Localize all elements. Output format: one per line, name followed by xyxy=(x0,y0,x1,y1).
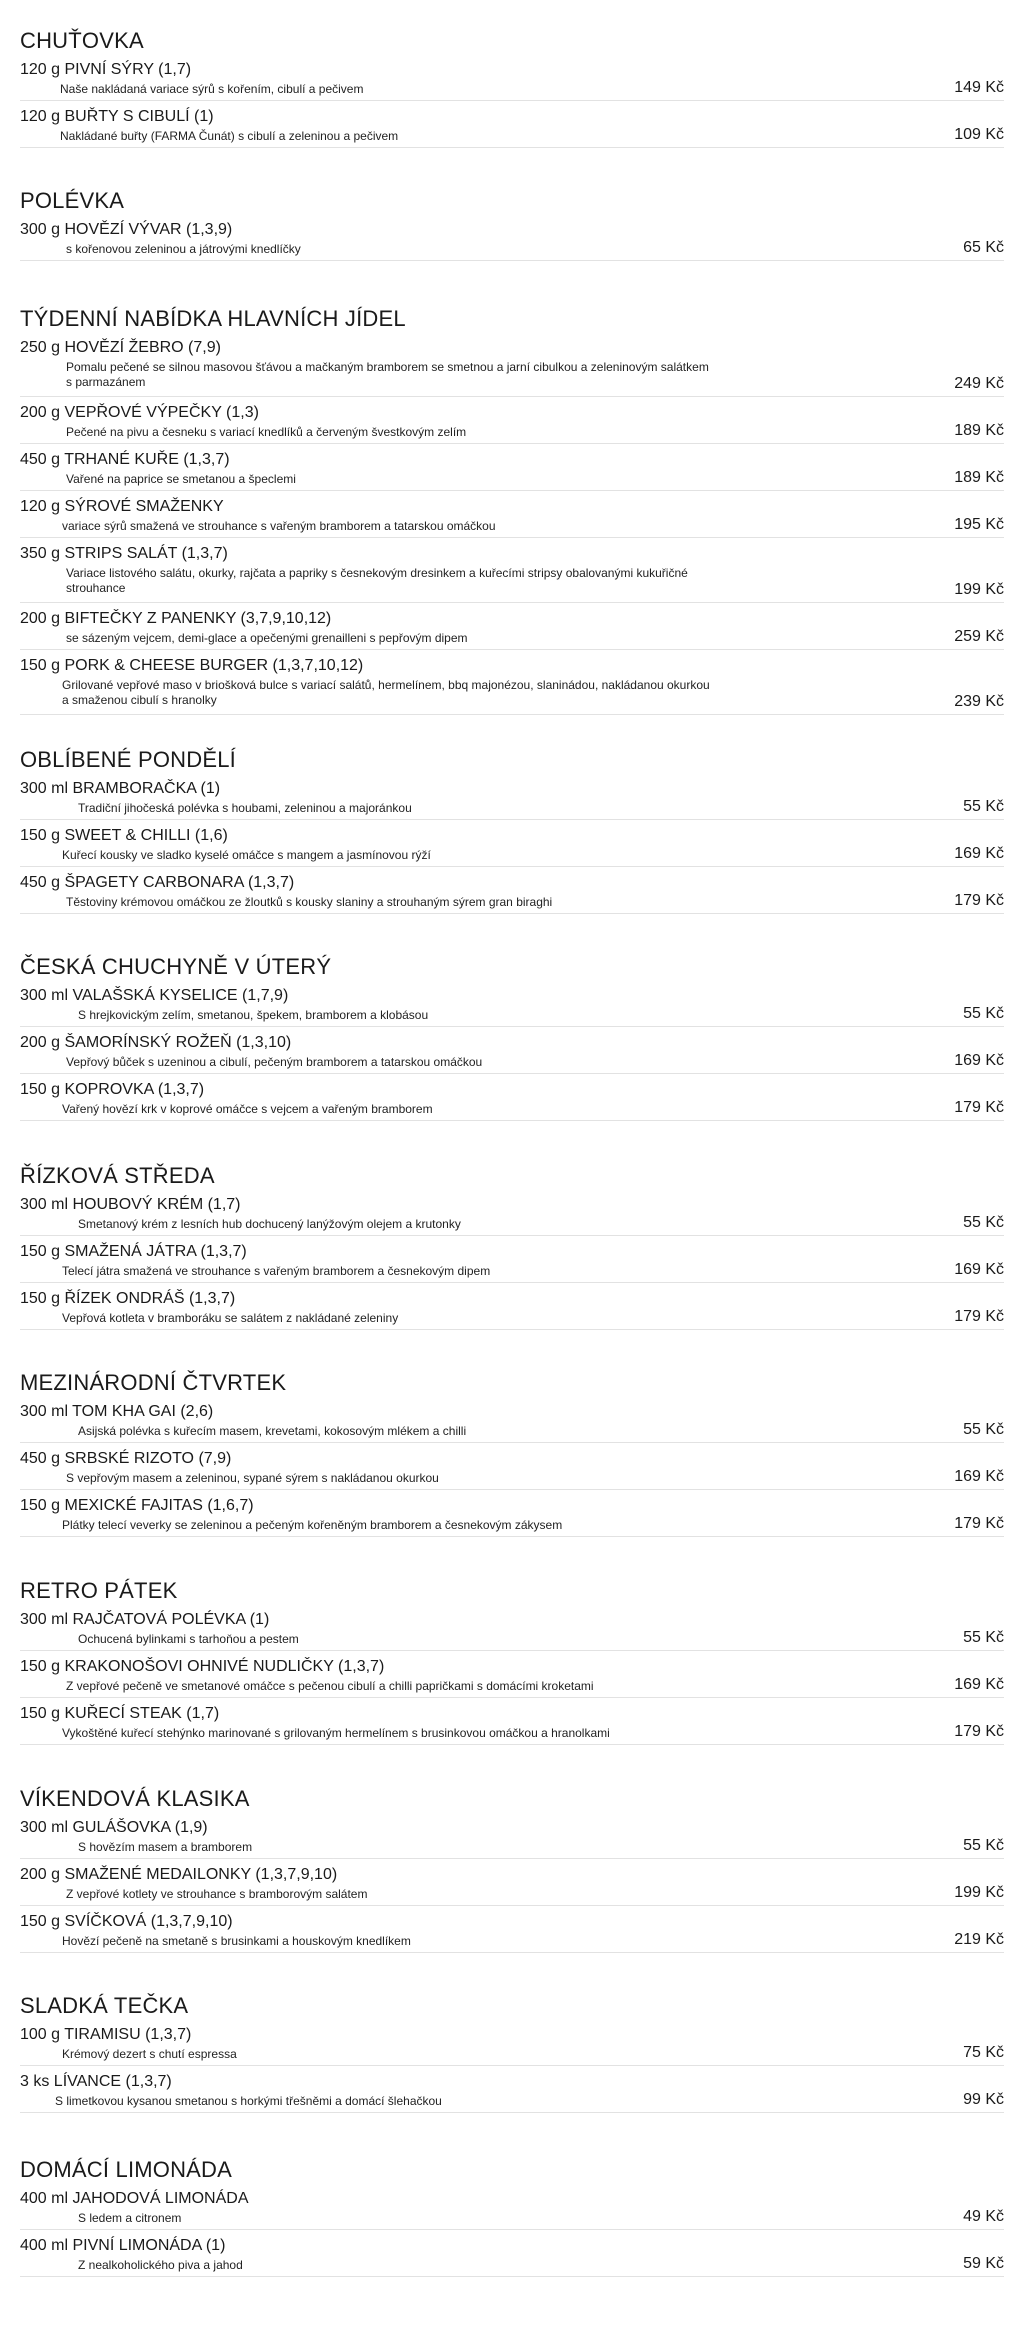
item-description: Vepřový bůček s uzeninou a cibulí, pečeným bramborem a tatarskou omáčkou xyxy=(66,1055,483,1069)
menu-item xyxy=(20,656,1004,715)
item-name: 150 g KOPROVKA (1,3,7) xyxy=(20,1081,205,1098)
item-price: 169 Kč xyxy=(954,1261,1004,1278)
item-name: 300 ml VALAŠSKÁ KYSELICE (1,7,9) xyxy=(20,987,289,1004)
item-description: Ochucená bylinkami s tarhoňou a pestem xyxy=(78,1632,299,1646)
item-description: Telecí játra smažená ve strouhance s vařeným bramborem a česnekovým dipem xyxy=(62,1264,491,1278)
item-name: 120 g SÝROVÉ SMAŽENKY xyxy=(20,498,224,515)
item-price: 169 Kč xyxy=(954,845,1004,862)
item-price: 179 Kč xyxy=(954,1515,1004,1532)
menu-item xyxy=(20,826,1004,867)
item-price: 55 Kč xyxy=(963,798,1004,815)
item-description: se sázeným vejcem, demi-glace a opečenými grenailleni s pepřovým dipem xyxy=(66,631,468,645)
item-name: 300 ml RAJČATOVÁ POLÉVKA (1) xyxy=(20,1611,270,1628)
item-name: 200 g SMAŽENÉ MEDAILONKY (1,3,7,9,10) xyxy=(20,1866,338,1883)
item-price: 65 Kč xyxy=(963,239,1004,256)
item-description: Asijská polévka s kuřecím masem, krevetami, kokosovým mlékem a chilli xyxy=(78,1424,467,1438)
item-description: S hovězím masem a bramborem xyxy=(78,1840,253,1854)
section-title: ČESKÁ CHUCHYNĚ V ÚTERÝ xyxy=(20,954,332,979)
item-price: 179 Kč xyxy=(954,1099,1004,1116)
menu-section xyxy=(20,2155,1004,2277)
menu-item xyxy=(20,2025,1004,2066)
section-title: CHUŤOVKA xyxy=(20,28,144,53)
item-name: 150 g ŘÍZEK ONDRÁŠ (1,3,7) xyxy=(20,1290,236,1307)
menu-item xyxy=(20,544,1004,603)
menu-item xyxy=(20,2236,1004,2277)
item-price: 249 Kč xyxy=(954,375,1004,392)
item-description: Krémový dezert s chutí espressa xyxy=(62,2047,237,2061)
menu-item xyxy=(20,1402,1004,1443)
item-name: 350 g STRIPS SALÁT (1,3,7) xyxy=(20,545,228,562)
menu-item xyxy=(20,1610,1004,1651)
item-name: 450 g ŠPAGETY CARBONARA (1,3,7) xyxy=(20,874,295,891)
item-price: 169 Kč xyxy=(954,1052,1004,1069)
menu-item xyxy=(20,873,1004,914)
item-name: 250 g HOVĚZÍ ŽEBRO (7,9) xyxy=(20,339,221,356)
item-description: Grilované vepřové maso v briošková bulce s variací salátů, hermelínem, bbq majonézou, slaninádou, nakládanou okurkou a smaženou cibulí s hranolky xyxy=(62,678,710,707)
item-description: S limetkovou kysanou smetanou s horkými třešněmi a domácí šlehačkou xyxy=(55,2094,442,2108)
item-description: S vepřovým masem a zeleninou, sypané sýrem s nakládanou okurkou xyxy=(66,1471,439,1485)
menu-section xyxy=(20,1368,1004,1537)
menu-item xyxy=(20,2189,1004,2230)
menu-item xyxy=(20,609,1004,650)
item-name: 300 ml BRAMBORAČKA (1) xyxy=(20,780,221,797)
item-description: Vařený hovězí krk v koprové omáčce s vejcem a vařeným bramborem xyxy=(62,1102,433,1116)
item-price: 55 Kč xyxy=(963,1629,1004,1646)
menu-item xyxy=(20,1818,1004,1859)
section-title: VÍKENDOVÁ KLASIKA xyxy=(20,1786,250,1811)
menu-item xyxy=(20,1865,1004,1906)
section-title: SLADKÁ TEČKA xyxy=(20,1993,189,2018)
item-name: 120 g BUŘTY S CIBULÍ (1) xyxy=(20,108,214,125)
item-name: 150 g KRAKONOŠOVI OHNIVÉ NUDLIČKY (1,3,7) xyxy=(20,1658,385,1675)
item-description: Vepřová kotleta v bramboráku se salátem z nakládané zeleniny xyxy=(62,1311,399,1325)
menu-item xyxy=(20,1449,1004,1490)
menu-section xyxy=(20,952,1004,1121)
item-description: Z nealkoholického piva a jahod xyxy=(78,2258,243,2272)
item-description: Z vepřové kotlety ve strouhance s bramborovým salátem xyxy=(66,1887,368,1901)
item-price: 55 Kč xyxy=(963,1214,1004,1231)
item-price: 199 Kč xyxy=(954,1884,1004,1901)
menu-item xyxy=(20,60,1004,101)
menu-item xyxy=(20,2072,1004,2113)
menu-section xyxy=(20,1784,1004,1953)
item-description: S hrejkovickým zelím, smetanou, špekem, bramborem a klobásou xyxy=(78,1008,429,1022)
item-name: 200 g ŠAMORÍNSKÝ ROŽEŇ (1,3,10) xyxy=(20,1034,292,1051)
section-title: POLÉVKA xyxy=(20,188,125,213)
item-name: 300 ml TOM KHA GAI (2,6) xyxy=(20,1403,214,1420)
item-name: 200 g BIFTEČKY Z PANENKY (3,7,9,10,12) xyxy=(20,610,332,627)
menu-item xyxy=(20,497,1004,538)
item-description: Vykoštěné kuřecí stehýnko marinované s grilovaným hermelínem s brusinkovou omáčkou a hranolkami xyxy=(62,1726,610,1740)
menu-item xyxy=(20,220,1004,261)
menu-item xyxy=(20,779,1004,820)
item-name: 300 g HOVĚZÍ VÝVAR (1,3,9) xyxy=(20,221,233,238)
item-description: Vařené na paprice se smetanou a špeclemi xyxy=(66,472,296,486)
item-price: 109 Kč xyxy=(954,126,1004,143)
item-description: Pečené na pivu a česneku s variací knedlíků a červeným švestkovým zelím xyxy=(66,425,467,439)
menu-section xyxy=(20,1161,1004,1330)
item-name: 150 g KUŘECÍ STEAK (1,7) xyxy=(20,1705,220,1722)
menu-item xyxy=(20,1242,1004,1283)
item-price: 55 Kč xyxy=(963,1005,1004,1022)
menu-item xyxy=(20,1195,1004,1236)
menu-item xyxy=(20,986,1004,1027)
section-title: MEZINÁRODNÍ ČTVRTEK xyxy=(20,1370,287,1395)
item-name: 300 ml GULÁŠOVKA (1,9) xyxy=(20,1819,208,1836)
menu-item xyxy=(20,107,1004,148)
item-description: Pomalu pečené se silnou masovou šťávou a mačkaným bramborem se smetnou a jarní cibulkou a zeleninovým salátkem s parmazánem xyxy=(66,360,709,389)
item-price: 169 Kč xyxy=(954,1468,1004,1485)
item-description: Variace listového salátu, okurky, rajčata a papriky s česnekovým dresinkem a kuřecími stripsy obalovanými kukuřičné strouhance xyxy=(66,566,688,595)
item-name: 200 g VEPŘOVÉ VÝPEČKY (1,3) xyxy=(20,404,259,421)
item-description: Těstoviny krémovou omáčkou ze žloutků s kousky slaniny a strouhaným sýrem gran biraghi xyxy=(66,895,553,909)
menu-section xyxy=(20,1576,1004,1745)
item-description: Hovězí pečeně na smetaně s brusinkami a houskovým knedlíkem xyxy=(62,1934,411,1948)
item-name: 3 ks LÍVANCE (1,3,7) xyxy=(20,2073,172,2090)
item-description: Nakládané buřty (FARMA Čunát) s cibulí a zeleninou a pečivem xyxy=(60,129,399,143)
item-price: 179 Kč xyxy=(954,1723,1004,1740)
item-price: 259 Kč xyxy=(954,628,1004,645)
item-name: 150 g PORK & CHEESE BURGER (1,3,7,10,12) xyxy=(20,657,364,674)
menu-item xyxy=(20,1657,1004,1698)
item-price: 55 Kč xyxy=(963,1421,1004,1438)
item-price: 179 Kč xyxy=(954,1308,1004,1325)
item-name: 150 g SMAŽENÁ JÁTRA (1,3,7) xyxy=(20,1243,247,1260)
menu-section xyxy=(20,745,1004,914)
section-title: DOMÁCÍ LIMONÁDA xyxy=(20,2157,233,2182)
menu-section xyxy=(20,304,1004,715)
menu-item xyxy=(20,1496,1004,1537)
item-name: 400 ml PIVNÍ LIMONÁDA (1) xyxy=(20,2237,226,2254)
menu-item xyxy=(20,1912,1004,1953)
item-price: 169 Kč xyxy=(954,1676,1004,1693)
menu-section xyxy=(20,26,1004,148)
item-price: 189 Kč xyxy=(954,422,1004,439)
item-price: 199 Kč xyxy=(954,581,1004,598)
menu-item xyxy=(20,1033,1004,1074)
section-title: TÝDENNÍ NABÍDKA HLAVNÍCH JÍDEL xyxy=(20,306,406,331)
section-title: RETRO PÁTEK xyxy=(20,1578,178,1603)
item-name: 150 g SWEET & CHILLI (1,6) xyxy=(20,827,228,844)
item-price: 55 Kč xyxy=(963,1837,1004,1854)
menu-item xyxy=(20,1289,1004,1330)
item-description: Smetanový krém z lesních hub dochucený lanýžovým olejem a krutonky xyxy=(78,1217,461,1231)
item-price: 75 Kč xyxy=(963,2044,1004,2061)
item-price: 99 Kč xyxy=(963,2091,1004,2108)
item-name: 300 ml HOUBOVÝ KRÉM (1,7) xyxy=(20,1196,241,1213)
item-price: 195 Kč xyxy=(954,516,1004,533)
menu-item xyxy=(20,450,1004,491)
item-name: 150 g MEXICKÉ FAJITAS (1,6,7) xyxy=(20,1497,254,1514)
item-name: 450 g TRHANÉ KUŘE (1,3,7) xyxy=(20,451,230,468)
menu-section xyxy=(20,1991,1004,2113)
item-price: 189 Kč xyxy=(954,469,1004,486)
item-description: Z vepřové pečeně ve smetanové omáčce s pečenou cibulí a chilli papričkami s domácími kroketami xyxy=(66,1679,594,1693)
item-name: 400 ml JAHODOVÁ LIMONÁDA xyxy=(20,2190,249,2207)
section-title: OBLÍBENÉ PONDĚLÍ xyxy=(20,747,236,772)
item-description: s kořenovou zeleninou a játrovými knedlíčky xyxy=(66,242,301,256)
item-description: Kuřecí kousky ve sladko kyselé omáčce s mangem a jasmínovou rýží xyxy=(62,848,431,862)
item-price: 49 Kč xyxy=(963,2208,1004,2225)
section-title: ŘÍZKOVÁ STŘEDA xyxy=(20,1163,215,1188)
menu-item xyxy=(20,1080,1004,1121)
item-description: variace sýrů smažená ve strouhance s vařeným bramborem a tatarskou omáčkou xyxy=(62,519,496,533)
menu-item xyxy=(20,338,1004,397)
item-price: 59 Kč xyxy=(963,2255,1004,2272)
menu-item xyxy=(20,403,1004,444)
menu-item xyxy=(20,1704,1004,1745)
item-description: Plátky telecí veverky se zeleninou a pečeným kořeněným bramborem a česnekovým zákysem xyxy=(62,1518,563,1532)
item-description: S ledem a citronem xyxy=(78,2211,182,2225)
item-price: 219 Kč xyxy=(954,1931,1004,1948)
item-name: 100 g TIRAMISU (1,3,7) xyxy=(20,2026,192,2043)
item-name: 150 g SVÍČKOVÁ (1,3,7,9,10) xyxy=(20,1913,233,1930)
item-price: 179 Kč xyxy=(954,892,1004,909)
item-description: Naše nakládaná variace sýrů s kořením, cibulí a pečivem xyxy=(60,82,364,96)
item-price: 149 Kč xyxy=(954,79,1004,96)
item-price: 239 Kč xyxy=(954,693,1004,710)
item-name: 120 g PIVNÍ SÝRY (1,7) xyxy=(20,61,192,78)
menu-section xyxy=(20,186,1004,261)
item-name: 450 g SRBSKÉ RIZOTO (7,9) xyxy=(20,1450,232,1467)
item-description: Tradiční jihočeská polévka s houbami, zeleninou a majoránkou xyxy=(78,801,412,815)
